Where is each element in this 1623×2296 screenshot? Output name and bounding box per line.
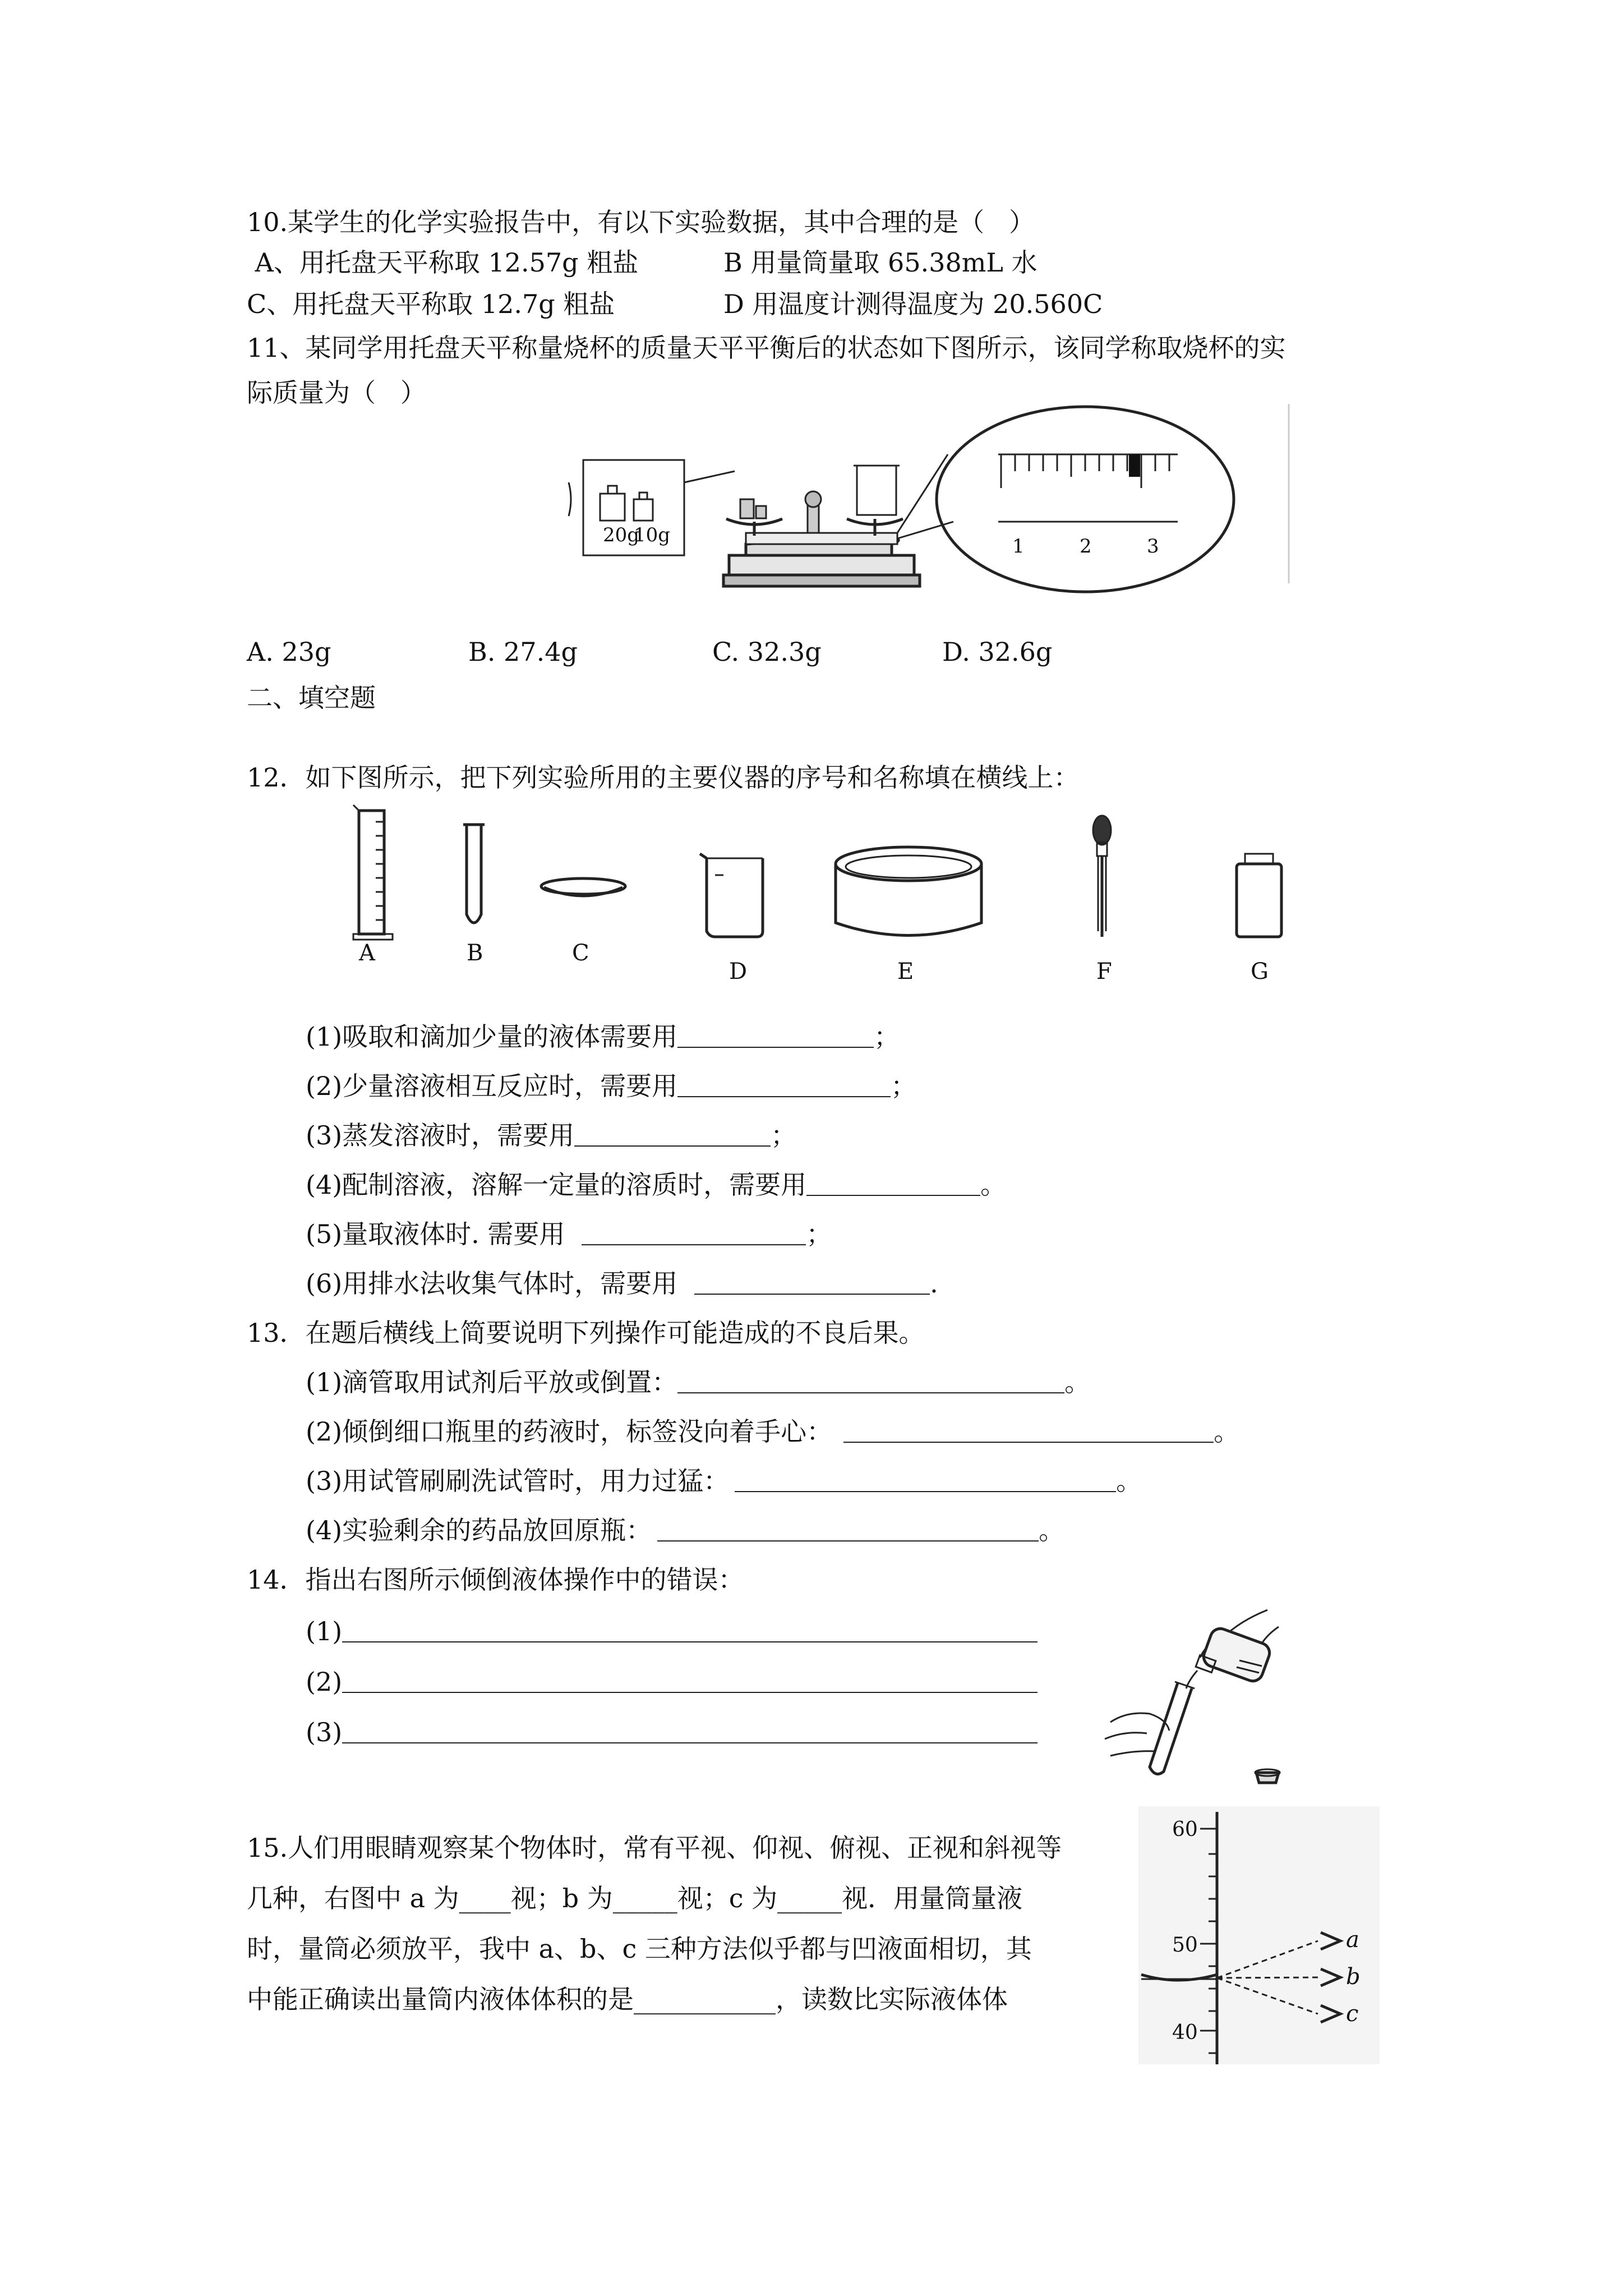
q12-item-4-answer-blank[interactable] xyxy=(806,1170,980,1196)
eye-label-c: c xyxy=(1346,2001,1359,2027)
q12-item-6-answer-blank[interactable] xyxy=(694,1269,930,1295)
q13-item-3-text: (3)用试管刷刷洗试管时，用力过猛： xyxy=(306,1466,730,1496)
q12-item-3-text: (3)蒸发溶液时，需要用 xyxy=(306,1120,575,1151)
q12-item-1-text: (1)吸取和滴加少量的液体需要用 xyxy=(306,1022,678,1052)
q12-item-1 xyxy=(306,1021,900,1052)
q15-line2: 几种，右图中 a 为____视；b 为_____视；c 为_____视．用量筒量液 xyxy=(247,1883,1023,1913)
pouring-drawing xyxy=(1094,1604,1307,1789)
eye-label-b: b xyxy=(1346,1964,1361,1990)
apparatus-label-a: A xyxy=(359,940,375,966)
q13-item-4-answer-blank[interactable] xyxy=(657,1516,1039,1542)
q11-stem-line2: 际质量为（ ） xyxy=(247,378,426,408)
q12-item-4-text: (4)配制溶液，溶解一定量的溶质时，需要用 xyxy=(306,1170,807,1200)
q12-item-1-end: ； xyxy=(874,1022,900,1052)
q13-item-2-text: (2)倾倒细口瓶里的药液时，标签没向着手心： xyxy=(306,1416,833,1447)
cylinder-reading-figure xyxy=(1138,1806,1380,2064)
q12-item-5 xyxy=(306,1218,832,1250)
q13-item-3 xyxy=(306,1465,1142,1497)
q12-item-2 xyxy=(306,1070,916,1102)
q12-item-5-answer-blank[interactable] xyxy=(582,1220,806,1245)
apparatus-label-f: F xyxy=(1096,959,1112,984)
q13-item-3-answer-blank[interactable] xyxy=(735,1466,1116,1492)
q11-option-c: C. 32.3g xyxy=(712,637,822,667)
q12-item-3 xyxy=(306,1120,796,1151)
q14-item-3-answer-blank[interactable] xyxy=(342,1718,1038,1743)
eye-label-a: a xyxy=(1346,1927,1359,1953)
scale-tick-2: 2 xyxy=(1080,535,1092,558)
scale-tick-3: 3 xyxy=(1147,535,1159,558)
q11-option-b: B. 27.4g xyxy=(468,637,578,667)
q12-item-3-answer-blank[interactable] xyxy=(574,1121,771,1147)
apparatus-label-c: C xyxy=(572,940,589,966)
q14-item-1-answer-blank[interactable] xyxy=(342,1617,1038,1642)
q14-item-1 xyxy=(306,1616,1038,1647)
q13-item-2 xyxy=(306,1416,1239,1447)
q13-item-4 xyxy=(306,1515,1064,1546)
balance-figure xyxy=(561,404,1295,595)
section-heading-fill-in: 二、填空题 xyxy=(247,683,376,713)
q13-item-2-answer-blank[interactable] xyxy=(843,1417,1214,1443)
q13-stem: 13．在题后横线上简要说明下列操作可能造成的不良后果。 xyxy=(247,1318,925,1348)
q12-item-2-end: ； xyxy=(891,1071,917,1101)
apparatus-drawing xyxy=(336,802,1346,993)
q10-stem: 10.某学生的化学实验报告中，有以下实验数据，其中合理的是（ ） xyxy=(247,207,1035,237)
apparatus-figure xyxy=(336,802,1346,993)
apparatus-label-d: D xyxy=(729,959,748,984)
q14-item-1-label: (1) xyxy=(306,1616,343,1646)
q15-line3: 时，量筒必须放平，我中 a、b、c 三种方法似乎都与凹液面相切，其 xyxy=(247,1934,1032,1964)
weight-20g-label: 20g xyxy=(603,524,640,546)
q11-option-d: D. 32.6g xyxy=(942,637,1053,667)
q14-item-2-answer-blank[interactable] xyxy=(342,1667,1038,1693)
q13-item-2-end: 。 xyxy=(1214,1416,1240,1447)
q12-item-5-text: (5)量取液体时. 需要用 xyxy=(306,1219,565,1249)
scale-tick-1: 1 xyxy=(1012,535,1025,558)
q12-item-6 xyxy=(306,1268,938,1299)
q12-item-5-end: ； xyxy=(806,1219,832,1249)
q12-item-2-answer-blank[interactable] xyxy=(677,1071,891,1097)
cylinder-tick-40: 40 xyxy=(1172,2021,1198,2044)
q12-item-6-end: . xyxy=(930,1268,938,1299)
pouring-liquid-figure xyxy=(1094,1604,1307,1789)
q15-line1: 15.人们用眼睛观察某个物体时，常有平视、仰视、俯视、正视和斜视等 xyxy=(247,1833,1062,1863)
q10-option-d: D 用温度计测得温度为 20.560C xyxy=(723,289,1103,319)
q10-option-b: B 用量筒量取 65.38mL 水 xyxy=(723,247,1038,278)
q13-item-4-end: 。 xyxy=(1039,1515,1065,1545)
q12-item-3-end: ； xyxy=(771,1120,797,1151)
weight-10g-label: 10g xyxy=(634,524,671,546)
q12-item-1-answer-blank[interactable] xyxy=(677,1022,874,1048)
q13-item-4-text: (4)实验剩余的药品放回原瓶： xyxy=(306,1515,652,1545)
q10-option-c: C、用托盘天平称取 12.7g 粗盐 xyxy=(247,289,615,319)
q13-item-1 xyxy=(306,1366,1090,1398)
q12-stem: 12．如下图所示，把下列实验所用的主要仪器的序号和名称填在横线上： xyxy=(247,762,1080,793)
apparatus-label-g: G xyxy=(1251,959,1269,984)
q12-item-4 xyxy=(306,1169,1006,1200)
q14-item-2 xyxy=(306,1666,1038,1697)
apparatus-label-e: E xyxy=(897,959,914,984)
q10-option-a: A、用托盘天平称取 12.57g 粗盐 xyxy=(247,247,639,278)
q12-item-4-end: 。 xyxy=(980,1170,1007,1200)
cylinder-tick-50: 50 xyxy=(1172,1934,1198,1957)
q13-item-1-text: (1)滴管取用试剂后平放或倒置： xyxy=(306,1367,678,1397)
q12-item-6-text: (6)用排水法收集气体时，需要用 xyxy=(306,1268,678,1299)
q14-item-3-label: (3) xyxy=(306,1717,343,1747)
q13-item-1-answer-blank[interactable] xyxy=(677,1368,1064,1393)
q12-item-2-text: (2)少量溶液相互反应时，需要用 xyxy=(306,1071,678,1101)
q13-item-3-end: 。 xyxy=(1116,1466,1142,1496)
q13-item-1-end: 。 xyxy=(1064,1367,1091,1397)
q11-option-a: A. 23g xyxy=(247,637,331,667)
q15-line4: 中能正确读出量筒内液体体积的是___________，读数比实际液体体 xyxy=(247,1984,1008,2014)
apparatus-label-b: B xyxy=(467,940,483,966)
cylinder-tick-60: 60 xyxy=(1172,1818,1198,1841)
balance-drawing xyxy=(561,404,1295,595)
q14-item-2-label: (2) xyxy=(306,1667,343,1697)
q14-stem: 14．指出右图所示倾倒液体操作中的错误： xyxy=(247,1565,744,1595)
q14-item-3 xyxy=(306,1717,1038,1748)
q11-stem-line1: 11、某同学用托盘天平称量烧杯的质量天平平衡后的状态如下图所示，该同学称取烧杯的实 xyxy=(247,333,1286,363)
